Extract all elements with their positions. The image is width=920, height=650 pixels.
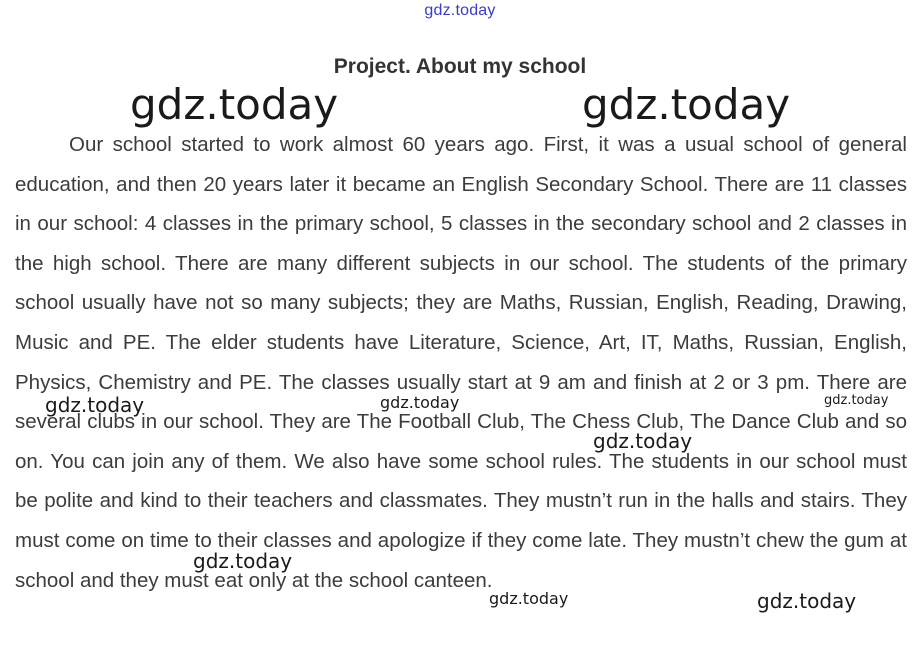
body-paragraph: Our school started to work almost 60 years ago. First, it was a usual school of general education, and then 20 years later it became an English Secondary School. There are 11 classes in our school: 4 classes in the primary school, 5 classes in the secondary school and 2 classes in the high school. There are many different subjects in our school. The students of the primary school usually have not so many subjects; they are Maths, Russian, English, Reading, Drawing, Music and PE. The elder students have Literature, Science, Art, IT, Maths, Russian, English, Physics, Chemistry and PE. The classes usually start at 9 am and finish at 2 or 3 pm. There are several clubs in our school. They are The Football Club, The Chess Club, The Dance Club and so on. You can join any of them. We also have some school rules. The students in our school must be polite and kind to their teachers and classmates. They mustn’t run in the halls and stairs. They must come on time to their classes and apologize if they come late. They mustn’t chew the gum at school and they must eat only at the school canteen. — [15, 133, 907, 592]
watermark-small: gdz.today — [45, 393, 145, 417]
header-watermark: gdz.today — [424, 2, 496, 19]
watermark-large-right: gdz.today — [582, 80, 791, 129]
watermark-small: gdz.today — [193, 549, 293, 573]
watermark-small: gdz.today — [489, 589, 569, 608]
page-title: Project. About my school — [333, 55, 587, 78]
watermark-small: gdz.today — [593, 429, 693, 453]
watermark-large-left: gdz.today — [130, 80, 339, 129]
watermark-small: gdz.today — [824, 393, 889, 408]
watermark-small: gdz.today — [380, 393, 460, 412]
watermark-small: gdz.today — [757, 589, 857, 613]
